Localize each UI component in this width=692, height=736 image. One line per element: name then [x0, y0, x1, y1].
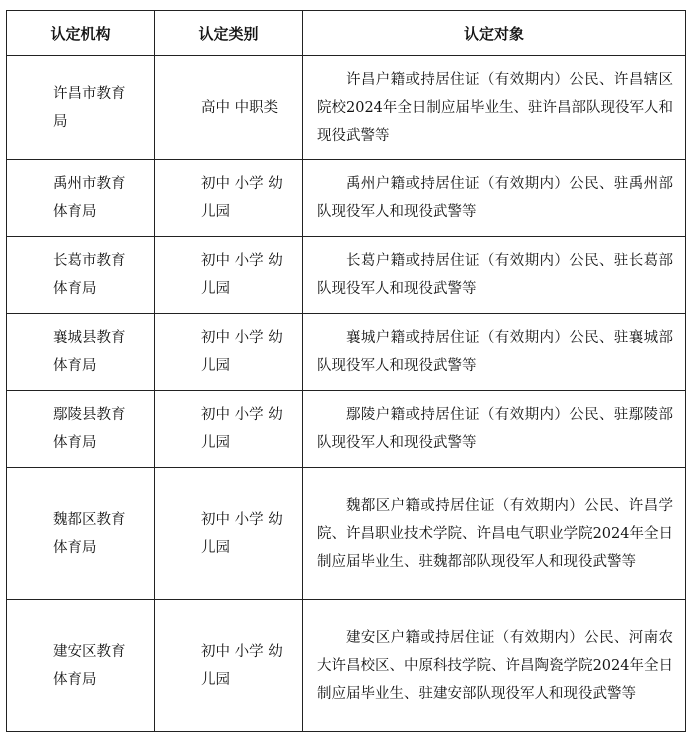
- institution-cell: 襄城县教育体育局: [7, 314, 155, 391]
- table-header-row: [7, 11, 686, 56]
- category-cell: 初中 小学 幼儿园: [155, 468, 303, 600]
- target-cell: 鄢陵户籍或持居住证（有效期内）公民、驻鄢陵部队现役军人和现役武警等: [303, 391, 686, 468]
- target-cell: 许昌户籍或持居住证（有效期内）公民、许昌辖区院校2024年全日制应届毕业生、驻许昌部队现役军人和现役武警等: [303, 56, 686, 160]
- institution-cell: 鄢陵县教育体育局: [7, 391, 155, 468]
- certification-table: [6, 10, 686, 732]
- institution-cell: 禹州市教育体育局: [7, 160, 155, 237]
- institution-cell: 建安区教育体育局: [7, 600, 155, 732]
- category-cell: 初中 小学 幼儿园: [155, 314, 303, 391]
- target-cell: 禹州户籍或持居住证（有效期内）公民、驻禹州部队现役军人和现役武警等: [303, 160, 686, 237]
- category-cell: 初中 小学 幼儿园: [155, 600, 303, 732]
- category-cell: 初中 小学 幼儿园: [155, 391, 303, 468]
- institution-cell: 魏都区教育体育局: [7, 468, 155, 600]
- header-category: 认定类别: [155, 11, 303, 56]
- table-row: [7, 600, 686, 732]
- table-row: [7, 314, 686, 391]
- institution-cell: 许昌市教育局: [7, 56, 155, 160]
- target-cell: 襄城户籍或持居住证（有效期内）公民、驻襄城部队现役军人和现役武警等: [303, 314, 686, 391]
- target-cell: 建安区户籍或持居住证（有效期内）公民、河南农大许昌校区、中原科技学院、许昌陶瓷学院2024年全日制应届毕业生、驻建安部队现役军人和现役武警等: [303, 600, 686, 732]
- table-row: [7, 468, 686, 600]
- header-institution: 认定机构: [7, 11, 155, 56]
- category-cell: 高中 中职类: [155, 56, 303, 160]
- table-row: [7, 160, 686, 237]
- category-cell: 初中 小学 幼儿园: [155, 237, 303, 314]
- target-cell: 长葛户籍或持居住证（有效期内）公民、驻长葛部队现役军人和现役武警等: [303, 237, 686, 314]
- target-cell: 魏都区户籍或持居住证（有效期内）公民、许昌学院、许昌职业技术学院、许昌电气职业学院2024年全日制应届毕业生、驻魏都部队现役军人和现役武警等: [303, 468, 686, 600]
- table-row: [7, 56, 686, 160]
- category-cell: 初中 小学 幼儿园: [155, 160, 303, 237]
- header-target: 认定对象: [303, 11, 686, 56]
- table-row: [7, 237, 686, 314]
- institution-cell: 长葛市教育体育局: [7, 237, 155, 314]
- table-row: [7, 391, 686, 468]
